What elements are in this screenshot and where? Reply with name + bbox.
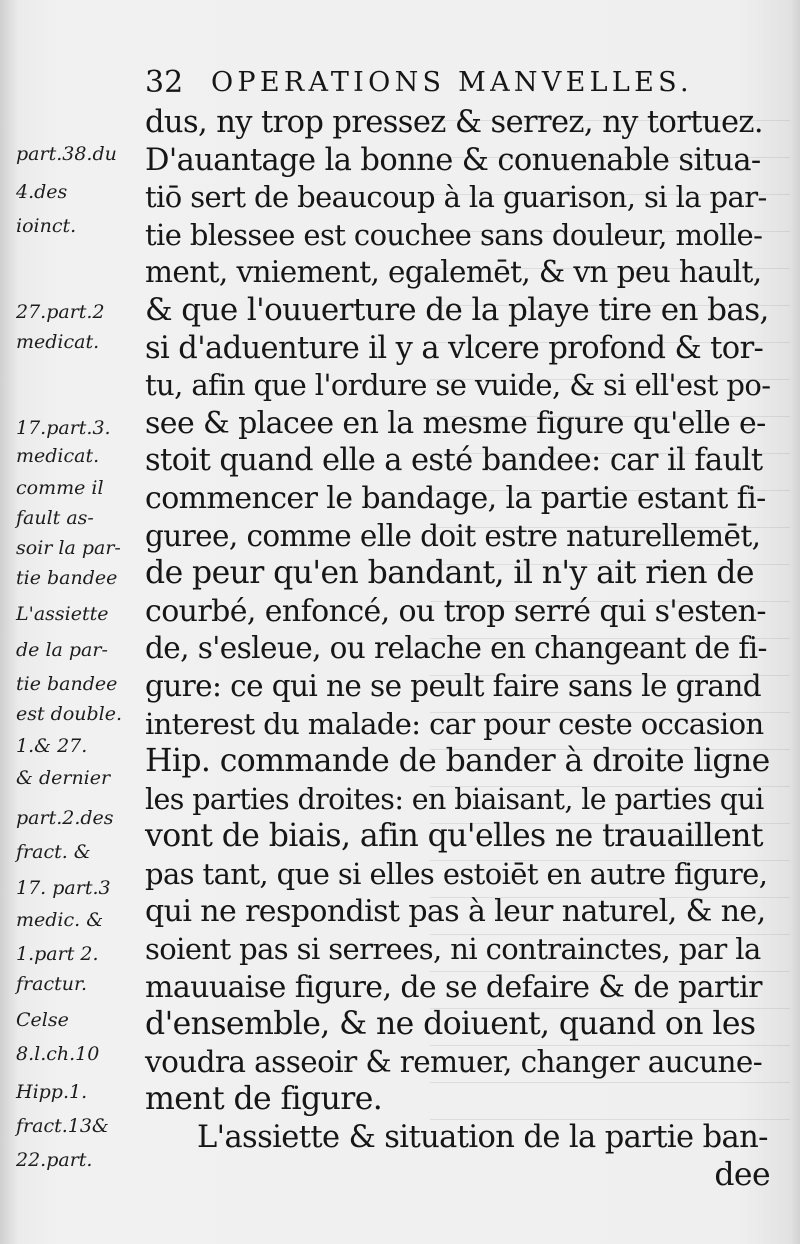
margin-note: medicat.	[16, 445, 100, 467]
text-line: si d'aduenture il y a vlcere profond & tor-	[145, 330, 764, 366]
margin-note: 1.part 2.	[16, 943, 99, 965]
margin-note: L'assiette	[16, 603, 109, 625]
text-line: de, s'esleue, ou relache en changeant de fi-	[145, 631, 767, 666]
catchword: dee	[714, 1156, 770, 1193]
text-line: les parties droites: en biaisant, le parties qui	[145, 782, 764, 816]
text-line: ment, vniement, egalemēt, & vn peu hault,	[145, 255, 762, 290]
text-line: mauuaise figure, de se defaire & de partir	[145, 969, 762, 1005]
margin-note: fract. &	[16, 841, 91, 863]
margin-note: de la par-	[16, 639, 108, 661]
page-number: 32	[145, 65, 184, 100]
margin-note: tie bandee	[16, 673, 118, 695]
text-line: guree, comme elle doit estre naturellemēt,	[145, 518, 761, 553]
margin-note: & dernier	[16, 767, 111, 789]
margin-note: 1.& 27.	[16, 735, 88, 757]
text-line: voudra asseoir & remuer, changer aucune-	[145, 1044, 763, 1079]
margin-note: ioinct.	[16, 215, 77, 237]
margin-note: 27.part.2	[16, 301, 105, 323]
text-line: Hip. commande de bander à droite ligne	[145, 743, 770, 780]
text-line: stoit quand elle a esté bandee: car il fault	[145, 443, 763, 479]
margin-note: est double.	[16, 703, 123, 725]
text-line: vont de biais, afin qu'elles ne trauaillent	[145, 818, 763, 855]
text-line: d'ensemble, & ne doiuent, quand on les	[145, 1006, 756, 1043]
text-line: soient pas si serrees, ni contrainctes, par la	[145, 932, 761, 967]
text-line: interest du malade: car pour ceste occasion	[145, 706, 764, 741]
text-line: ment de figure.	[145, 1081, 383, 1118]
margin-note: tie bandee	[16, 567, 118, 589]
margin-note: part.2.des	[16, 807, 114, 829]
text-line: pas tant, que si elles estoiēt en autre figure,	[145, 856, 768, 891]
text-line: qui ne respondist pas à leur naturel, & ne,	[145, 894, 766, 930]
text-line: de peur qu'en bandant, il n'y ait rien de	[145, 555, 754, 592]
margin-note: Celse	[16, 1009, 69, 1031]
margin-note: medicat.	[16, 331, 100, 353]
text-line: courbé, enfoncé, ou trop serré qui s'esten-	[145, 593, 766, 629]
text-line: see & placee en la mesme figure qu'elle e-	[145, 405, 766, 441]
margin-note: 8.l.ch.10	[16, 1043, 100, 1065]
page-header	[145, 66, 745, 100]
margin-note: 17.part.3.	[16, 417, 111, 439]
running-title: OPERATIONS MANVELLES.	[211, 67, 693, 98]
margin-note: soir la par-	[16, 537, 121, 559]
text-line: gure: ce qui ne se peult faire sans le grand	[145, 668, 762, 703]
margin-note: comme il	[16, 477, 104, 499]
margin-note: fract.13&	[16, 1115, 109, 1137]
text-line: D'auantage la bonne & conuenable situa-	[145, 142, 761, 178]
text-line: tiō sert de beaucoup à la guarison, si la par-	[145, 180, 767, 215]
text-line: dus, ny trop pressez & serrez, ny tortuez.	[145, 105, 763, 140]
text-line-paragraph-start: L'assiette & situation de la partie ban-	[197, 1120, 768, 1156]
text-line: & que l'ouuerture de la playe tire en bas,	[145, 291, 769, 328]
margin-note: medic. &	[16, 909, 104, 931]
text-line: tie blessee est couchee sans douleur, molle-	[145, 217, 763, 252]
margin-note: Hipp.1.	[16, 1081, 88, 1103]
body-text	[145, 104, 770, 1194]
margin-note: 22.part.	[16, 1149, 93, 1171]
margin-note: fault as-	[16, 507, 94, 529]
margin-note: 4.des	[16, 181, 68, 203]
text-line: tu, afin que l'ordure se vuide, & si ell'est po-	[145, 368, 771, 403]
margin-note: part.38.du	[16, 143, 117, 165]
text-line: commencer le bandage, la partie estant fi-	[145, 480, 766, 516]
margin-note: 17. part.3	[16, 877, 111, 899]
margin-note: fractur.	[16, 973, 87, 995]
